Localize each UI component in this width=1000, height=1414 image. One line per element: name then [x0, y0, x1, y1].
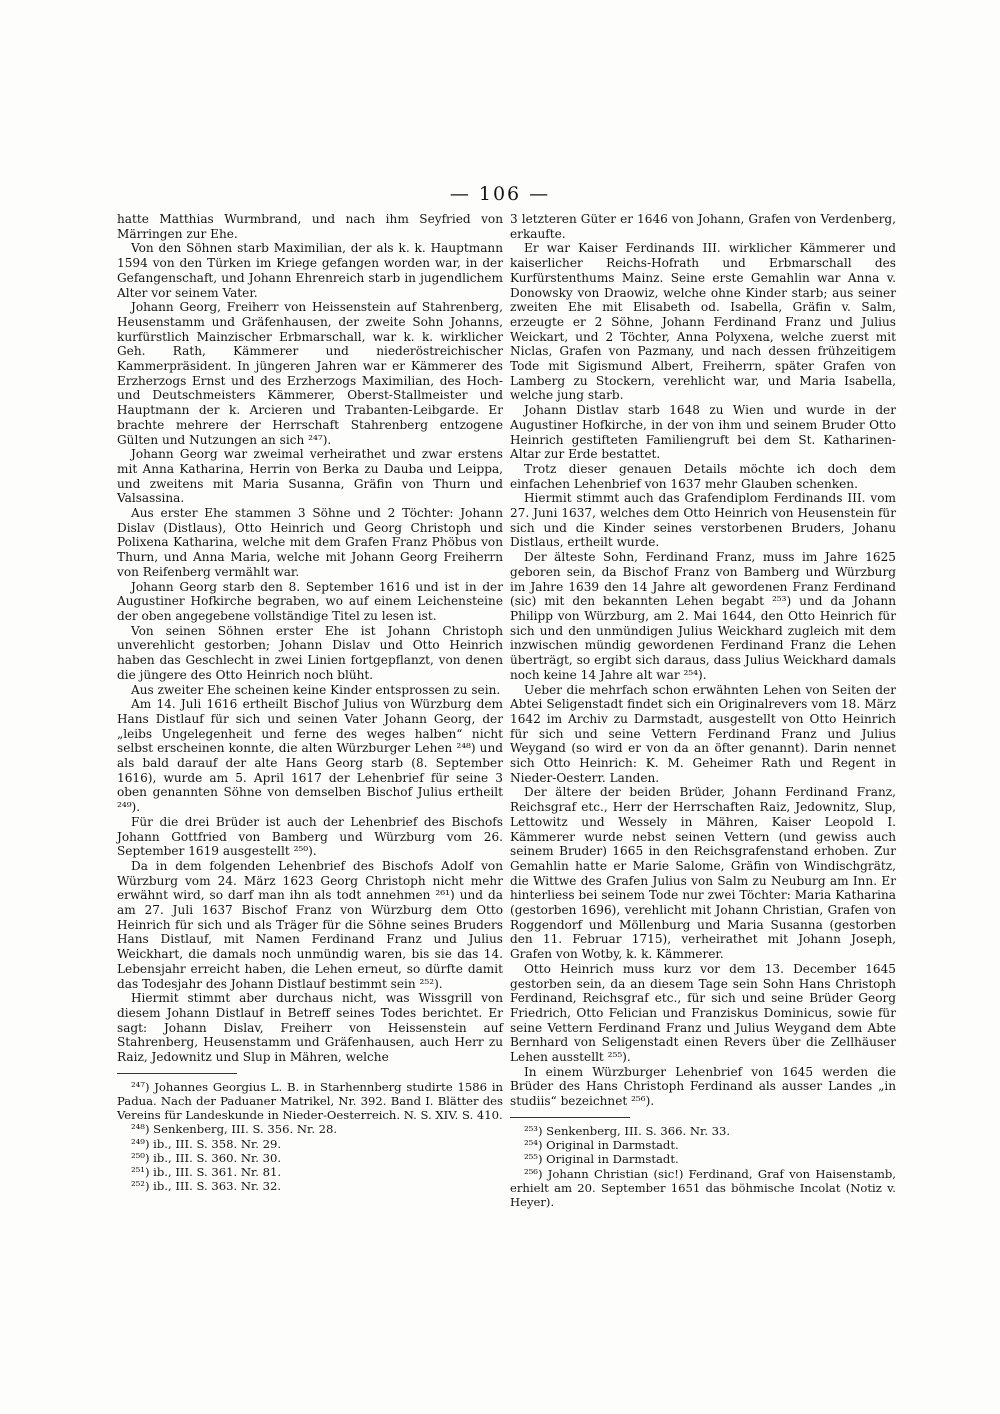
paragraph: Der älteste Sohn, Ferdinand Franz, muss im Jahre 1625 geboren sein, da Bischof Franz von Bamberg und Würzburg im Jahre 1639 den 14 Jahre alt gewordenen Franz Ferdinand (sic) mit den bekannten Lehen begabt ²⁵³) und da Johann Philipp von Würzburg, am 2. Mai 1644, den Otto Heinrich für sich und den unmündigen Julius Weickhard zugleich mit dem inzwischen mündig gewordenen Ferdinand Franz die Lehen überträgt, so ergibt sich daraus, dass Julius Weickhard damals noch keine 14 Jahre alt war ²⁵⁴).	[510, 550, 896, 682]
paragraph: Er war Kaiser Ferdinands III. wirklicher Kämmerer und kaiserlicher Reichs-Hofrath und Erbmarschall des Kurfürstenthums Mainz. Seine erste Gemahlin war Anna v. Donowsky von Draowiz, welche ohne Kinder starb; aus seiner zweiten Ehe mit Elisabeth od. Isabella, Gräfin v. Salm, erzeugte er 2 Söhne, Johann Ferdinand Franz und Julius Weickart, und 2 Töchter, Anna Polyxena, welche zuerst mit Niclas, Grafen von Pazmany, und nach dessen frühzeitigem Tode mit Sigismund Albert, Freiherrn, später Grafen von Lamberg zu Stockern, verehlicht war, und Maria Isabella, welche jung starb.	[510, 241, 896, 403]
footnote: ²⁵⁰) ib., III. S. 360. Nr. 30.	[131, 1150, 282, 1165]
page-number: — 106 —	[449, 183, 551, 205]
footnote-divider	[510, 1117, 630, 1118]
paragraph: Johann Distlav starb 1648 zu Wien und wurde in der Augustiner Hofkirche, in der von ihm und seinem Bruder Otto Heinrich gestifteten Familiengruft bei dem St. Katharinen-Altar zur Erde bestattet.	[510, 403, 896, 462]
paragraph: Johann Georg, Freiherr von Heissenstein auf Stahrenberg, Heusenstamm und Gräfenhausen, der zweite Sohn Johanns, kurfürstlich Mainzischer Erbmarschall, war k. k. wirklicher Geh. Rath, Kämmerer und niederöstreichischer Kammerpräsident. In jüngeren Jahren war er Kämmerer des Erzherzogs Ernst und des Erzherzogs Maximilian, des Hoch- und Deutschmeisters Kämmerer, Oberst-Stallmeister und Hauptmann der k. Arcieren und Trabanten-Leibgarde. Er brachte mehrere der Herrschaft Stahrenberg entzogene Gülten und Nutzungen an sich ²⁴⁷).	[117, 300, 503, 447]
paragraph: In einem Würzburger Lehenbrief von 1645 werden die Brüder des Hans Christoph Ferdinand als ausser Landes „in studiis“ bezeichnet ²⁵⁶).	[510, 1064, 896, 1109]
paragraph: Aus erster Ehe stammen 3 Söhne und 2 Töchter: Johann Dislav (Distlaus), Otto Heinrich und Georg Christoph und Polixena Katharina, welche mit dem Grafen Franz Phöbus von Thurn, und Anna Maria, welche mit Johann Georg Freiherrn von Reifenberg vermählt war.	[117, 506, 503, 579]
footnotes-right	[510, 1124, 896, 1209]
paragraph: Ueber die mehrfach schon erwähnten Lehen von Seiten der Abtei Seligenstadt findet sich ein Originalrevers vom 18. März 1642 im Archiv zu Darmstadt, ausgestellt von Otto Heinrich für sich und seine Vettern Ferdinand Franz und Julius Weygand (so wird er von da an öfter genannt). Darin nennet sich Otto Heinrich: K. M. Geheimer Rath und Regent in Nieder-Oesterr. Landen.	[510, 682, 896, 785]
footnote: ²⁵³) Senkenberg, III. S. 366. Nr. 33.	[524, 1123, 731, 1138]
paragraph: Hiermit stimmt aber durchaus nicht, was Wissgrill von diesem Johann Distlauf in Betreff seines Todes berichtet. Er sagt: Johann Dislav, Freiherr von Heissenstein auf Stahrenberg, Heusenstamm und Gräfenhausen, auch Herr zu Raiz, Jedownitz und Slup in Mähren, welche	[117, 991, 503, 1065]
footnotes-left	[117, 1080, 503, 1194]
footnote: ²⁵²) ib., III. S. 363. Nr. 32.	[131, 1179, 282, 1194]
left-column	[117, 212, 503, 1193]
paragraph: Für die drei Brüder ist auch der Lehenbrief des Bischofs Johann Gottfried von Bamberg und Würzburg vom 26. September 1619 ausgestellt ²⁵⁰).	[117, 814, 503, 859]
paragraph: Von den Söhnen starb Maximilian, der als k. k. Hauptmann 1594 von den Türken im Kriege gefangen worden war, in der Gefangenschaft, und Johann Ehrenreich starb in jugendlichem Alter vor seinem Vater.	[117, 241, 503, 300]
footnote-divider	[117, 1073, 237, 1074]
paragraph: Johann Georg war zweimal verheirathet und zwar erstens mit Anna Katharina, Herrin von Berka zu Dauba und Leippa, und zweitens mit Maria Susanna, Gräfin von Thurn und Valsassina.	[117, 447, 503, 506]
footnote: ²⁵⁶) Johann Christian (sic!) Ferdinand, Graf von Haisenstamb, erhielt am 20. September 1651 das böhmische Incolat (Notiz v. Heyer).	[510, 1166, 896, 1209]
paragraph: 3 letzteren Güter er 1646 von Johann, Grafen von Verdenberg, erkaufte.	[510, 212, 896, 241]
paragraph: Trotz dieser genauen Details möchte ich doch dem einfachen Lehenbrief von 1637 mehr Glauben schenken.	[510, 461, 896, 491]
paragraph: Aus zweiter Ehe scheinen keine Kinder entsprossen zu sein.	[131, 682, 501, 697]
paragraph: hatte Matthias Wurmbrand, und nach ihm Seyfried von Märringen zur Ehe.	[117, 212, 503, 241]
paragraph: Johann Georg starb den 8. September 1616 und ist in der Augustiner Hofkirche begraben, wo auf einem Leichensteine der oben angegebene vollständige Titel zu lesen ist.	[117, 579, 503, 623]
right-column	[510, 212, 896, 1209]
paragraph: Von seinen Söhnen erster Ehe ist Johann Christoph unverehlicht gestorben; Johann Dislav und Otto Heinrich haben das Geschlecht in zwei Linien fortgepflanzt, von denen die jüngere des Otto Heinrich noch blüht.	[117, 623, 503, 682]
footnote: ²⁴⁷) Johannes Georgius L. B. in Starhennberg studirte 1586 in Padua. Nach der Paduaner Matrikel, Nr. 392. Band I. Blätter des Vereins für Landeskunde in Nieder-Oesterreich. N. S. XIV. S. 410.	[117, 1079, 503, 1123]
paragraph: Hiermit stimmt auch das Grafendiplom Ferdinands III. vom 27. Juni 1637, welches dem Otto Heinrich von Heusenstein für sich und die Kinder seines verstorbenen Bruders, Johanu Distlaus, ertheilt wurde.	[510, 491, 896, 550]
footnote: ²⁴⁸) Senkenberg, III. S. 356. Nr. 28.	[131, 1122, 338, 1137]
paragraph: Am 14. Juli 1616 ertheilt Bischof Julius von Würzburg dem Hans Distlauf für sich und seinen Vater Johann Georg, der „leibs Ungelegenheit und ferne des weges halben“ nicht selbst erscheinen konnte, die alten Würzburger Lehen ²⁴⁸) und als bald darauf der alte Hans Georg starb (8. September 1616), wurde am 5. April 1617 der Lehenbrief für seine 3 oben genannten Söhne von demselben Bischof Julius ertheilt ²⁴⁹).	[117, 697, 503, 815]
paragraph: Otto Heinrich muss kurz vor dem 13. December 1645 gestorben sein, da an diesem Tage sein Sohn Hans Christoph Ferdinand, Reichsgraf etc., für sich und seine Brüder Georg Friedrich, Otto Felician und Franziskus Dominicus, sowie für seine Vettern Ferdinand Franz und Julius Weygand dem Abte Bernhard von Seligenstadt einen Revers über die Zellhäuser Lehen ausstellt ²⁵⁵).	[510, 961, 896, 1065]
footnote: ²⁵⁴) Original in Darmstadt.	[524, 1138, 679, 1153]
footnote: ²⁵¹) ib., III. S. 361. Nr. 81.	[131, 1165, 282, 1179]
paragraph: Da in dem folgenden Lehenbrief des Bischofs Adolf von Würzburg vom 24. März 1623 Georg Christoph nicht mehr erwähnt wird, so darf man ihn als todt annehmen ²⁶¹) und da am 27. Juli 1637 Bischof Franz von Würzburg dem Otto Heinrich für sich und als Träger für die Söhne seines Bruders Hans Distlauf, mit Namen Ferdinand Franz und Julius Weickhart, die damals noch unmündig waren, bis sie das 14. Lebensjahr erreicht haben, die Lehen erneut, so dürfte damit das Todesjahr des Johann Distlauf bestimmt sein ²⁵²).	[117, 858, 503, 991]
footnote: ²⁴⁹) ib., III. S. 358. Nr. 29.	[131, 1136, 282, 1151]
footnote: ²⁵⁵) Original in Darmstadt.	[524, 1152, 679, 1167]
paragraph: Der ältere der beiden Brüder, Johann Ferdinand Franz, Reichsgraf etc., Herr der Herrschaften Raiz, Jedownitz, Slup, Lettowitz und Wessely in Mähren, Kaiser Leopold I. Kämmerer wurde nebst seinen Vettern (und gewiss auch seinem Bruder) 1665 in den Reichsgrafenstand erhoben. Zur Gemahlin hatte er Marie Salome, Gräfin von Windischgrätz, die Wittwe des Grafen Julius von Salm zu Neuburg am Inn. Er hinterliess bei seinem Tode nur zwei Töchter: Maria Katharina (gestorben 1696), verehlicht mit Johann Christian, Grafen von Roggendorf und Möllenburg und Maria Susanna (gestorben den 11. Februar 1715), verheirathet mit Johann Joseph, Grafen von Wotby, k. k. Kämmerer.	[510, 785, 896, 962]
